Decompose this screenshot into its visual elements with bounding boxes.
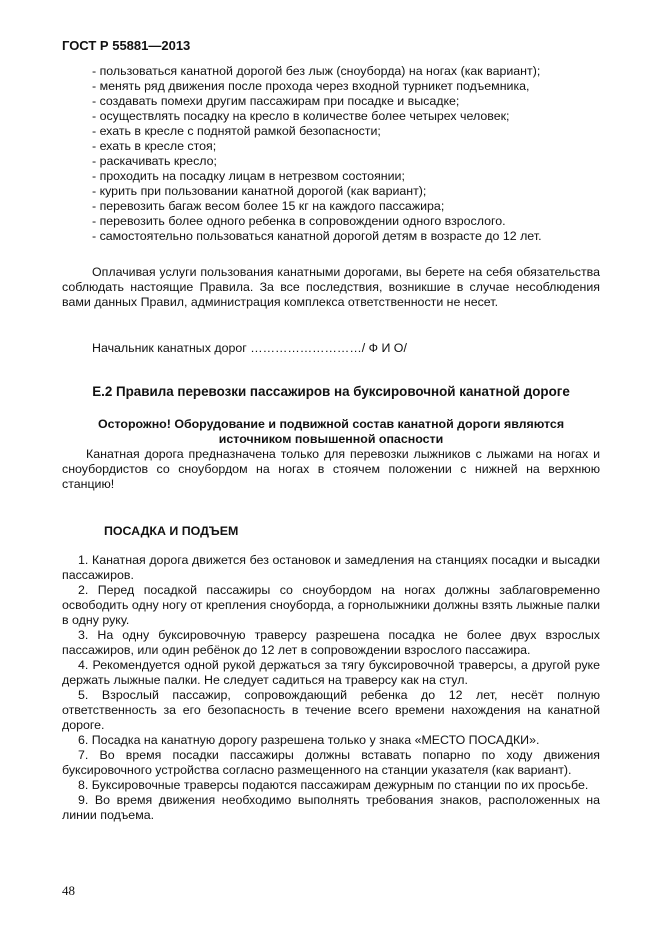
list-item: - менять ряд движения после прохода через входной турникет подъемника, <box>92 79 530 93</box>
warning-line: Осторожно! Оборудование и подвижной состав канатной дороги являются <box>97 417 565 431</box>
list-item: - курить при пользовании канатной дорогой (как вариант); <box>92 184 427 198</box>
obligation-paragraph: Оплачивая услуги пользования канатными дорогами, вы берете на себя обязательства соблюдать настоящие Правила. За все последствия, возникшие в случае несоблюдения вами данных Правил, администрация комплекса ответственности не несет. <box>62 265 600 309</box>
list-item: - ехать в кресле стоя; <box>92 139 217 153</box>
rule-item: 7. Во время посадки пассажиры должны вставать попарно по ходу движения буксировочного устройства согласно размещенного на станции указателя (как вариант). <box>62 748 600 777</box>
list-item: - пользоваться канатной дорогой без лыж (сноуборда) на ногах (как вариант); <box>92 64 541 78</box>
warning-block <box>62 417 600 447</box>
list-item: - создавать помехи другим пассажирам при посадке и высадке; <box>92 94 460 108</box>
list-item: - осуществлять посадку на кресло в количестве более четырех человек; <box>92 109 510 123</box>
document-header: ГОСТ Р 55881—2013 <box>62 38 191 53</box>
rule-item: 3. На одну буксировочную траверсу разрешена посадка не более двух взрослых пассажиров, или один ребёнок до 12 лет в сопровождении взрослого пассажира. <box>62 628 600 657</box>
rule-item: 8. Буксировочные траверсы подаются пассажирам дежурным по станции по их просьбе. <box>78 778 589 792</box>
rule-item: 2. Перед посадкой пассажиры со сноубордом на ногах должны заблаговременно освободить одну ногу от крепления сноуборда, а горнолыжники должны взять лыжные палки в одну руку. <box>62 583 600 627</box>
rule-item: 4. Рекомендуется одной рукой держаться за тягу буксировочной траверсы, а другой руке держать лыжные палки. Не следует садиться на траверсу как на стул. <box>62 658 600 687</box>
page-number: 48 <box>62 883 75 898</box>
signature-line: Начальник канатных дорог ………………………/ Ф И О/ <box>92 341 407 355</box>
section-title: Е.2 Правила перевозки пассажиров на буксировочной канатной дороге <box>92 384 570 399</box>
list-item: - самостоятельно пользоваться канатной дорогой детям в возрасте до 12 лет. <box>92 229 542 243</box>
list-item: - перевозить багаж весом более 15 кг на каждого пассажира; <box>92 199 445 213</box>
list-item: - раскачивать кресло; <box>92 154 217 168</box>
rule-item: 9. Во время движения необходимо выполнять требования знаков, расположенных на линии подъема. <box>62 793 600 822</box>
subsection-title: ПОСАДКА И ПОДЪЕМ <box>104 524 239 538</box>
rule-item: 6. Посадка на канатную дорогу разрешена только у знака «МЕСТО ПОСАДКИ». <box>78 733 540 747</box>
list-item: - ехать в кресле с поднятой рамкой безопасности; <box>92 124 381 138</box>
rule-item: 1. Канатная дорога движется без остановок и замедления на станциях посадки и высадки пассажиров. <box>62 553 600 582</box>
list-item: - проходить на посадку лицам в нетрезвом состоянии; <box>92 169 405 183</box>
purpose-paragraph: Канатная дорога предназначена только для перевозки лыжников с лыжами на ногах и сноубордистов со сноубордом на ногах в стоячем положении с нижней на верхнюю станцию! <box>62 447 600 491</box>
list-item: - перевозить более одного ребенка в сопровождении одного взрослого. <box>92 214 506 228</box>
prohibitions-list <box>92 64 612 244</box>
rule-item: 5. Взрослый пассажир, сопровождающий ребенка до 12 лет, несёт полную ответственность за его безопасность в течение всего времени нахождения на канатной дороге. <box>62 688 600 732</box>
boarding-rules-list <box>62 553 600 823</box>
warning-line: источником повышенной опасности <box>218 432 444 446</box>
